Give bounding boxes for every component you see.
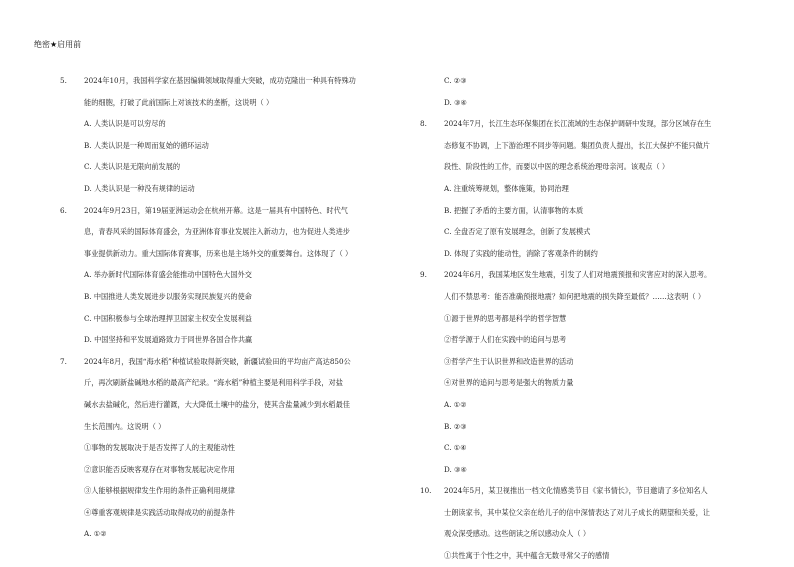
question-stem-line: 观众深受感动。这些朗读之所以感动众人（ ）	[444, 529, 591, 539]
question-block	[420, 264, 770, 480]
question-text: 2024年5月，某卫视推出一档文化情感类节目《家书情长》，节目邀请了多位知名人	[444, 486, 708, 496]
answer-option: ①共性寓于个性之中，其中蕴含无数寻常父子的感情	[444, 551, 610, 561]
question-stem-line: 息，青春风采的国际体育盛会，为亚洲体育事业发展注入新动力，也为促进人类进步	[84, 227, 350, 237]
answer-option: ③哲学产生于认识世界和改造世界的活动	[444, 356, 574, 366]
answer-option: A. ①②	[444, 399, 467, 409]
answer-option: A. 举办新时代国际体育盛会能推动中国特色大国外交	[84, 270, 252, 280]
question-block	[420, 113, 770, 264]
answer-option: C. 人类认识是无限向前发展的	[84, 162, 181, 172]
question-text: 2024年9月23日，第19届亚洲运动会在杭州开幕。这是一届具有中国特色、时代气	[84, 205, 348, 215]
answer-option: D. 人类认识是一种没有规律的运动	[84, 183, 195, 193]
answer-option: B. 中国推进人类发展进步以服务实现民族复兴的使命	[84, 291, 252, 301]
answer-option: C. ②③	[444, 76, 467, 85]
answer-option: B. 人类认识是一种周而复始的循环运动	[84, 140, 209, 150]
question-text: 2024年7月，长江生态环保集团在长江流域的生态保护调研中发现，部分区域存在生	[444, 119, 712, 129]
question-stem-line: 态修复不协调，上下游治理不同步等问题。集团负责人提出，长江大保护不能只做片	[444, 140, 710, 150]
question-stem-line: 士朗读家书，其中某位父亲在给儿子的信中深情表达了对儿子成长的期望和关爱，让	[444, 507, 710, 517]
answer-option: D. 中国坚持和平发展道路致力于同世界各国合作共赢	[84, 335, 253, 345]
answer-option: D. 体现了实践的能动性，消除了客观条件的制约	[444, 248, 598, 258]
answer-option: ①事物的发展取决于是否发挥了人的主观能动性	[84, 443, 235, 453]
answer-option: B. 把握了矛盾的主要方面，认清事物的本质	[444, 205, 584, 215]
question-block	[60, 200, 380, 351]
left-column	[60, 70, 380, 545]
question-stem-line	[420, 264, 770, 286]
answer-option: C. 中国积极参与全球治理捍卫国家主权安全发展利益	[84, 313, 252, 323]
confidential-header: 绝密★启用前	[34, 40, 82, 49]
answer-option: D. ③④	[444, 97, 467, 107]
question-stem-line: 碱水去盐碱化，然后进行灌溉，大大降低土壤中的盐分，使其含盐量减少到水稻最佳	[84, 399, 350, 409]
question-stem-line: 生长范围内。这说明（ ）	[84, 421, 166, 431]
right-column	[420, 70, 770, 567]
answer-option: C. ①④	[444, 443, 467, 453]
question-block	[60, 70, 380, 200]
question-stem-line: 段性、阶段性的工作，而要以中医的理念系统治理母亲河。该观点（ ）	[444, 162, 670, 172]
question-stem-line	[60, 200, 380, 222]
question-block	[60, 351, 380, 545]
answer-option: ④对世界的追问与思考是强大的物质力量	[444, 378, 574, 388]
question-number: 9.	[420, 270, 427, 280]
answer-option: ①源于世界的思考都是科学的哲学智慧	[444, 313, 567, 323]
question-number: 6.	[60, 205, 67, 215]
answer-option: ②哲学源于人们在实践中的追问与思考	[444, 335, 567, 345]
question-stem-line: 人们不禁思考：能否准确预报地震？如何把地震的损失降至最低？……这表明（ ）	[444, 291, 706, 301]
answer-option: ②意识能否反映客观存在对事物发展起决定作用	[84, 464, 235, 474]
question-stem-line	[420, 480, 770, 502]
answer-option: A. 人类认识是可以穷尽的	[84, 119, 166, 129]
answer-option: ③人能够根据规律发生作用的条件正确利用规律	[84, 486, 235, 496]
question-stem-line	[60, 351, 380, 373]
question-text: 2024年10月，我国科学家在基因编辑领域取得重大突破，成功克隆出一种具有特殊功	[84, 76, 356, 85]
answer-option: ④尊重客观规律是实践活动取得成功的前提条件	[84, 507, 235, 517]
question-stem-line: 斤，再次刷新盐碱地水稻的最高产纪录。“海水稻”种植主要是利用科学手段，对盐	[84, 378, 343, 388]
question-stem-line	[420, 113, 770, 135]
answer-option: A. 注重统筹规划，整体施策，协同治理	[444, 183, 569, 193]
question-text: 2024年6月，我国某地区发生地震，引发了人们对地震预报和灾害应对的深入思考。	[444, 270, 712, 280]
question-number: 8.	[420, 119, 427, 129]
answer-option: B. ②③	[444, 421, 467, 431]
answer-option: C. 全盘否定了原有发展理念，创新了发展模式	[444, 227, 591, 237]
answer-option: D. ③④	[444, 464, 467, 474]
question-number: 7.	[60, 356, 67, 366]
answer-option: A. ①②	[84, 529, 107, 539]
question-number: 10.	[420, 486, 432, 496]
question-stem-line: 能的细胞，打破了此前国际上对该技术的垄断，这说明（ ）	[84, 97, 274, 107]
question-text: 2024年8月，我国“海水稻”种植试验取得新突破，新疆试验田的平均亩产高达850公	[84, 356, 351, 366]
question-block	[420, 480, 770, 566]
question-block	[420, 70, 770, 113]
question-number: 5.	[60, 76, 67, 85]
question-stem-line	[60, 70, 380, 92]
question-stem-line: 事业提供新动力。重大国际体育赛事，历来也是主场外交的重要舞台。这体现了（ ）	[84, 248, 353, 258]
